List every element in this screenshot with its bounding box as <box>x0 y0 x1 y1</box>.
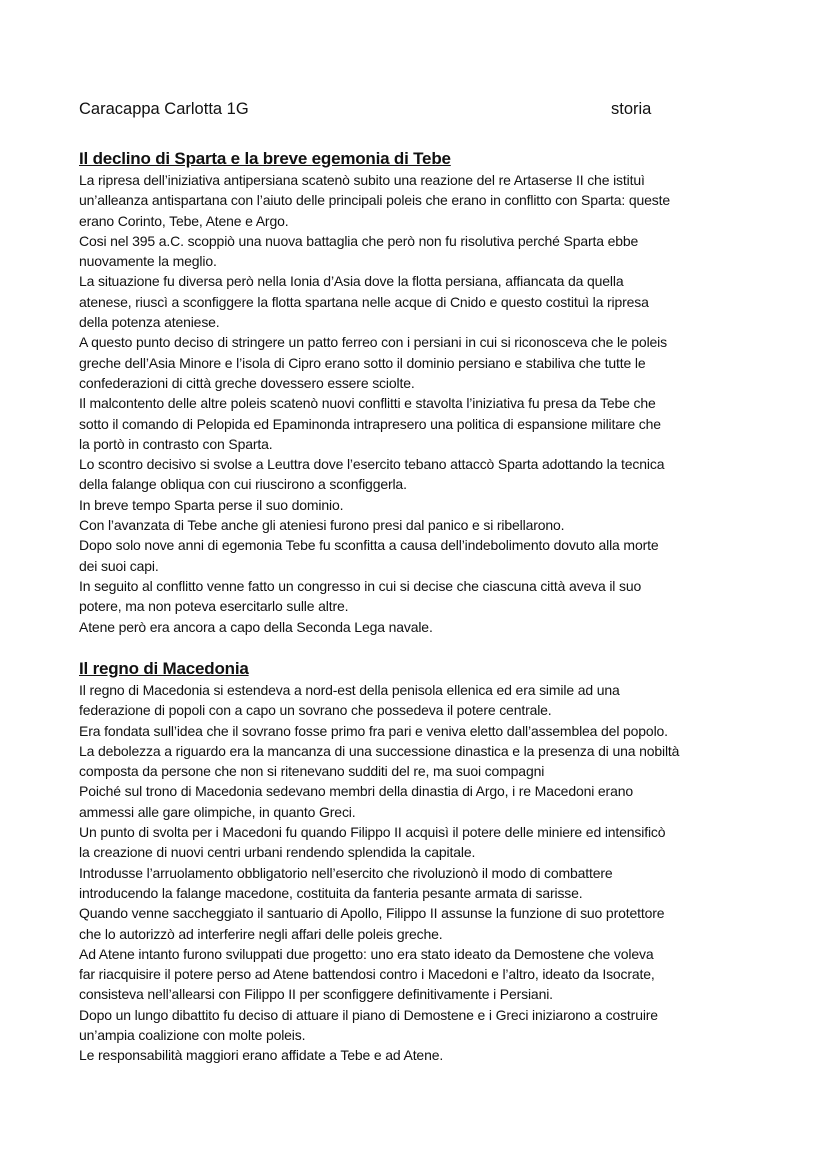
text-line: ammessi alle gare olimpiche, in quanto Greci. <box>79 803 356 820</box>
text-line: erano Corinto, Tebe, Atene e Argo. <box>79 212 289 229</box>
text-line: Poiché sul trono di Macedonia sedevano membri della dinastia di Argo, i re Macedoni erano <box>79 783 633 800</box>
text-line: La debolezza a riguardo era la mancanza di una successione dinastica e la presenza di una nobiltà <box>79 742 680 759</box>
text-line: Il malcontento delle altre poleis scatenò nuovi conflitti e stavolta l’iniziativa fu presa da Tebe che <box>79 395 656 412</box>
section-macedonia <box>79 658 779 1066</box>
section-body <box>79 680 779 1066</box>
text-line: Dopo un lungo dibattito fu deciso di attuare il piano di Demostene e i Greci iniziarono a costruire <box>79 1006 658 1023</box>
text-line: Con l’avanzata di Tebe anche gli ateniesi furono presi dal panico e si ribellarono. <box>79 517 565 534</box>
text-line: Atene però era ancora a capo della Seconda Lega navale. <box>79 618 433 635</box>
text-line: che lo autorizzò ad interferire negli affari delle poleis greche. <box>79 925 443 942</box>
text-line: In seguito al conflitto venne fatto un congresso in cui si decise che ciascuna città aveva il suo <box>79 577 642 594</box>
text-line: In breve tempo Sparta perse il suo dominio. <box>79 496 344 513</box>
text-line: dei suoi capi. <box>79 557 159 574</box>
text-line: nuovamente la meglio. <box>79 253 217 270</box>
text-line: sotto il comando di Pelopida ed Epaminonda intrapresero una politica di espansione militare che <box>79 415 661 432</box>
author-name: Caracappa Carlotta 1G <box>79 100 249 118</box>
section-heading: Il regno di Macedonia <box>79 659 249 678</box>
text-line: Ad Atene intanto furono sviluppati due progetto: uno era stato ideato da Demostene che voleva <box>79 945 654 962</box>
text-line: Le responsabilità maggiori erano affidate a Tebe e ad Atene. <box>79 1047 444 1064</box>
text-line: confederazioni di città greche dovessero essere sciolte. <box>79 374 415 391</box>
text-line: Introdusse l’arruolamento obbligatorio nell’esercito che rivoluzionò il modo di combattere <box>79 864 613 881</box>
subject-label: storia <box>611 100 652 118</box>
text-line: Lo scontro decisivo si svolse a Leuttra dove l’esercito tebano attaccò Sparta adottando la tecnica <box>79 456 665 473</box>
text-line: Era fondata sull’idea che il sovrano fosse primo fra pari e veniva eletto dall’assemblea del popolo. <box>79 722 668 739</box>
text-line: Cosi nel 395 a.C. scoppiò una nuova battaglia che però non fu risolutiva perché Sparta ebbe <box>79 232 639 249</box>
text-line: A questo punto deciso di stringere un patto ferreo con i persiani in cui si riconosceva che le poleis <box>79 334 667 351</box>
section-body <box>79 170 779 637</box>
text-line: Il regno di Macedonia si estendeva a nord-est della penisola ellenica ed era simile ad una <box>79 682 620 698</box>
text-line: composta da persone che non si ritenevano sudditi del re, ma suoi compagni <box>79 763 545 780</box>
text-line: far riacquisire il potere perso ad Atene battendosi contro i Macedoni e l’altro, ideato da Isocrate, <box>79 966 655 983</box>
text-line: Dopo solo nove anni di egemonia Tebe fu sconfitta a causa dell’indebolimento dovuto alla morte <box>79 537 659 554</box>
text-line: La ripresa dell’iniziativa antipersiana scatenò subito una reazione del re Artaserse II che istituì <box>79 172 645 188</box>
text-line: La situazione fu diversa però nella Ionia d’Asia dove la flotta persiana, affiancata da quella <box>79 273 624 290</box>
text-line: greche dell’Asia Minore e l’isola di Cipro erano sotto il dominio persiano e stabiliva che tutte le <box>79 354 646 371</box>
text-line: potere, ma non poteva esercitarlo sulle altre. <box>79 598 349 615</box>
text-line: un’ampia coalizione con molte poleis. <box>79 1027 306 1044</box>
section-sparta-tebe <box>79 148 779 637</box>
text-line: della falange obliqua con cui riuscirono a sconfiggerla. <box>79 476 407 493</box>
text-line: Un punto di svolta per i Macedoni fu quando Filippo II acquisì il potere delle miniere ed intensificò <box>79 824 666 841</box>
text-line: atenese, riuscì a sconfiggere la flotta spartana nelle acque di Cnido e questo costituì la ripresa <box>79 293 649 310</box>
text-line: consisteva nell’allearsi con Filippo II per sconfiggere definitivamente i Persiani. <box>79 986 553 1003</box>
text-line: un’alleanza antispartana con l’aiuto delle principali poleis che erano in conflitto con Sparta: queste <box>79 192 670 209</box>
section-heading: Il declino di Sparta e la breve egemonia di Tebe <box>79 149 451 168</box>
text-line: federazione di popoli con a capo un sovrano che possedeva il potere centrale. <box>79 702 552 719</box>
text-line: della potenza ateniese. <box>79 314 220 331</box>
text-line: la creazione di nuovi centri urbani rendendo splendida la capitale. <box>79 844 476 861</box>
text-line: introducendo la falange macedone, costituita da fanteria pesante armata di sarisse. <box>79 884 583 901</box>
text-line: Quando venne saccheggiato il santuario di Apollo, Filippo II assunse la funzione di suo protettore <box>79 905 665 922</box>
text-line: la portò in contrasto con Sparta. <box>79 435 273 452</box>
